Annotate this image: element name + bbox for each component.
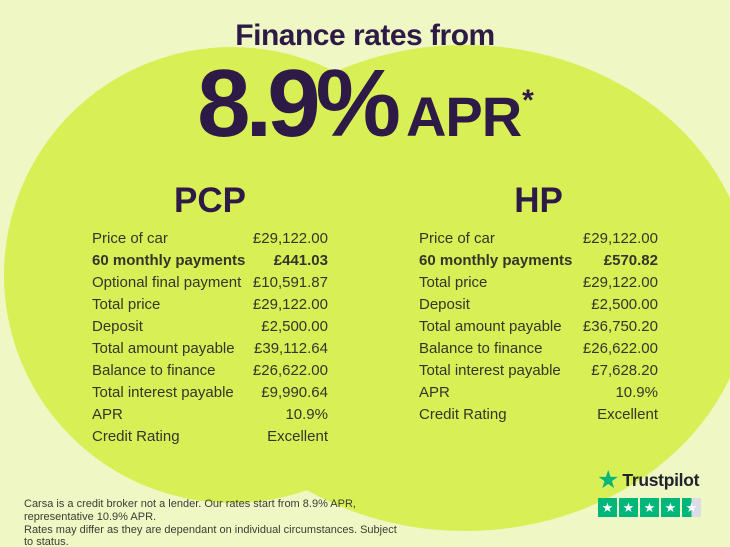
hp-table-title: HP (514, 181, 563, 220)
finance-row (92, 296, 328, 318)
finance-row (92, 318, 328, 340)
finance-row-label: Total interest payable (419, 362, 561, 379)
disclaimer (24, 498, 404, 547)
finance-row-label: Balance to finance (419, 340, 543, 357)
finance-row-label: APR (92, 406, 123, 423)
rate-suffix (405, 84, 533, 148)
rating-star-full: ★ (598, 498, 617, 517)
trustpilot-star-icon: ★ (597, 466, 620, 494)
finance-row-value: £39,112.64 (254, 340, 328, 357)
finance-row-label: Total amount payable (92, 340, 235, 357)
finance-row-label: Deposit (92, 318, 143, 335)
rate-asterisk: * (522, 84, 533, 117)
finance-row (419, 340, 658, 362)
finance-row-value: £29,122.00 (582, 230, 658, 247)
finance-row-label: Balance to finance (92, 362, 216, 379)
trustpilot-logo-row (597, 466, 703, 494)
finance-row-value: £26,622.00 (252, 362, 328, 379)
finance-row-value: £36,750.20 (582, 318, 658, 335)
finance-row-label: Total price (92, 296, 161, 313)
finance-row-label: Deposit (419, 296, 470, 313)
finance-row-label: 60 monthly payments (92, 252, 246, 269)
rating-star-full: ★ (619, 498, 638, 517)
finance-row (92, 274, 328, 296)
finance-row-value: £441.03 (273, 252, 328, 269)
finance-row-value: £29,122.00 (252, 230, 328, 247)
finance-row-value: £570.82 (603, 252, 658, 269)
finance-row (92, 384, 328, 406)
finance-row (92, 340, 328, 362)
finance-row-value: Excellent (597, 406, 658, 423)
finance-row-value: £2,500.00 (261, 318, 328, 335)
finance-row-value: £7,628.20 (591, 362, 658, 379)
finance-row-label: Credit Rating (92, 428, 180, 445)
pcp-table-rows (92, 230, 328, 450)
rate-suffix-label: APR (405, 85, 522, 148)
finance-row (419, 296, 658, 318)
rating-star-half: ★ (682, 498, 701, 517)
finance-row-label: Optional final payment (92, 274, 242, 291)
finance-row-label: Price of car (92, 230, 168, 247)
finance-row (92, 362, 328, 384)
pcp-finance-table (92, 183, 328, 450)
finance-row (92, 406, 328, 428)
hp-table-rows (419, 230, 658, 428)
trustpilot-badge (597, 466, 703, 517)
finance-row-label: Total price (419, 274, 488, 291)
finance-row-value: £29,122.00 (252, 296, 328, 313)
finance-row-label: Price of car (419, 230, 495, 247)
trustpilot-wordmark: Trustpilot (622, 469, 700, 490)
finance-row-value: £10,591.87 (252, 274, 328, 291)
finance-row-value: £9,990.64 (261, 384, 328, 401)
finance-row (419, 274, 658, 296)
finance-row (419, 318, 658, 340)
finance-row (92, 428, 328, 450)
finance-row-label: 60 monthly payments (419, 252, 573, 269)
finance-row-value: £29,122.00 (582, 274, 658, 291)
trustpilot-rating-stars (598, 498, 703, 517)
finance-row (419, 252, 658, 274)
promo-title: Finance rates from (235, 19, 495, 52)
finance-row (92, 230, 328, 252)
rating-star-full: ★ (640, 498, 659, 517)
finance-row (419, 230, 658, 252)
finance-row-label: APR (419, 384, 450, 401)
finance-row-value: £26,622.00 (582, 340, 658, 357)
finance-row-value: £2,500.00 (591, 296, 658, 313)
hp-finance-table (419, 183, 658, 428)
finance-row-value: 10.9% (615, 384, 658, 401)
pcp-table-title: PCP (174, 181, 246, 220)
finance-row (419, 406, 658, 428)
finance-row-value: Excellent (267, 428, 328, 445)
finance-row (92, 252, 328, 274)
finance-row-label: Total interest payable (92, 384, 234, 401)
disclaimer-line-2: Rates may differ as they are dependant on individual circumstances. Subject to status. (24, 523, 397, 547)
rating-star-full: ★ (661, 498, 680, 517)
finance-row (419, 384, 658, 406)
finance-row-value: 10.9% (285, 406, 328, 423)
finance-row (419, 362, 658, 384)
rate-headline (0, 50, 730, 157)
finance-row-label: Credit Rating (419, 406, 507, 423)
disclaimer-line-1: Carsa is a credit broker not a lender. Our rates start from 8.9% APR, representative 10.9% APR. (24, 498, 356, 523)
rate-value: 8.9% (197, 50, 396, 157)
finance-row-label: Total amount payable (419, 318, 562, 335)
